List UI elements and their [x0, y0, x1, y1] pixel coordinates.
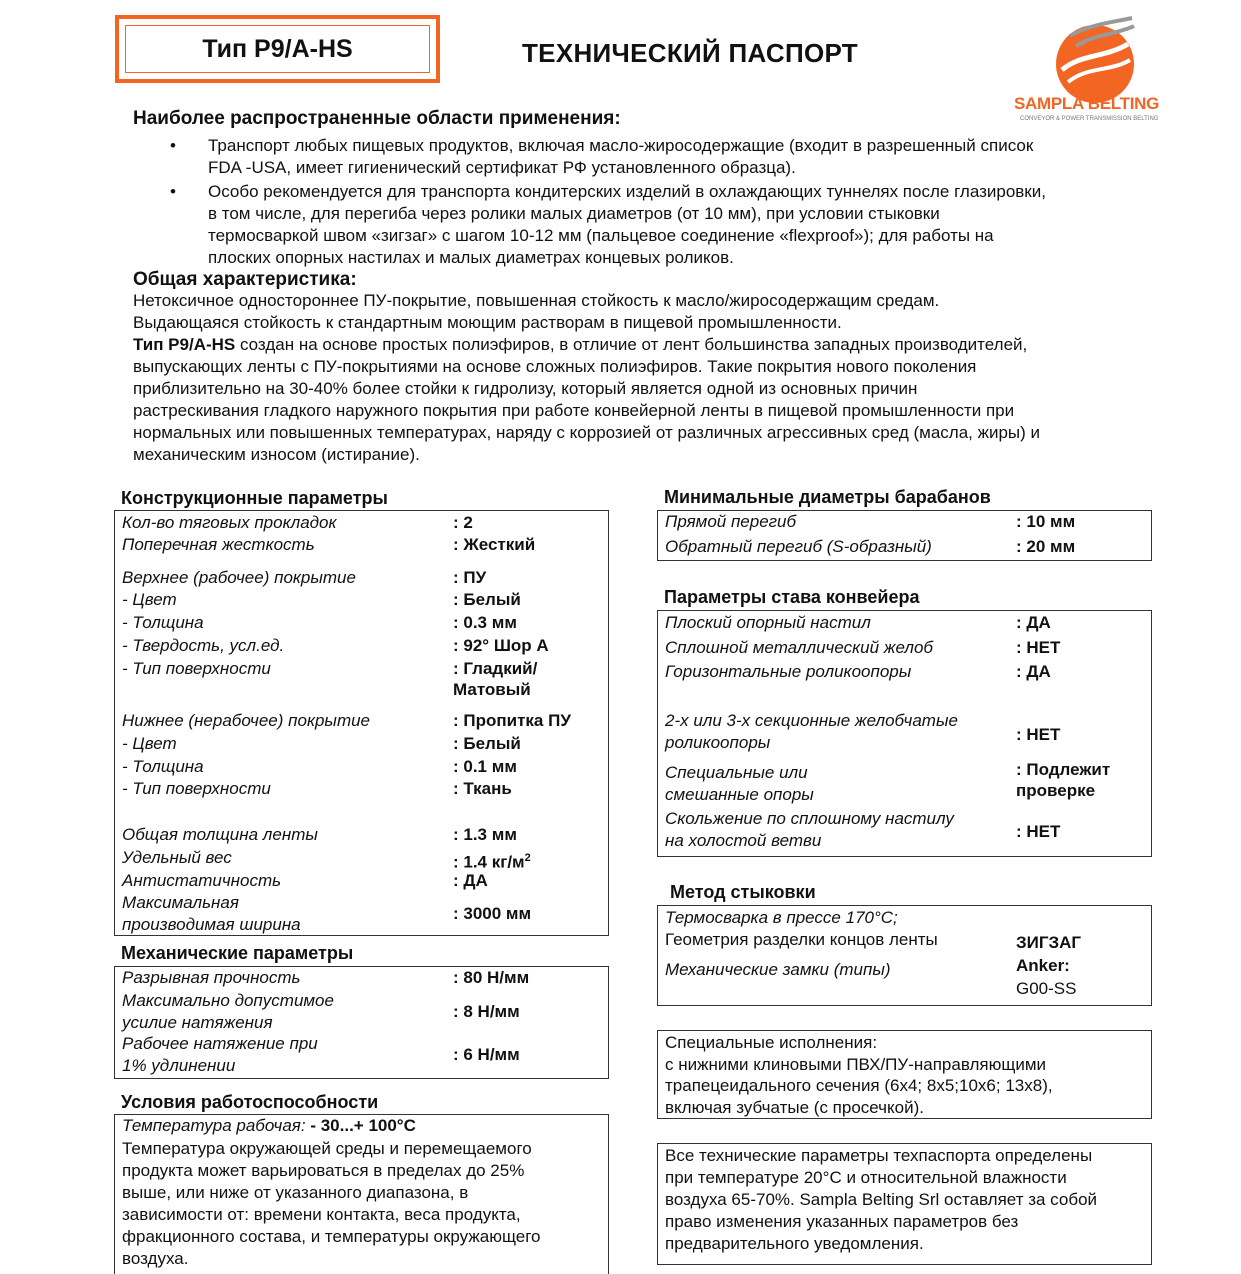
drums-table: Прямой перегиб : 10 мм Обратный перегиб (S-образный) : 20 мм: [657, 510, 1152, 561]
document-title: ТЕХНИЧЕСКИЙ ПАСПОРТ: [522, 38, 858, 68]
general-text: Нетоксичное одностороннее ПУ-покрытие, повышенная стойкость к масло/жиросодержащим средам. Выдающаяся стойкость к стандартным моющим растворам в пищевой промышленности. Тип P9/A-HS создан на основе простых полиэфиров, в отличие от лент большинства западных производителей, выпускающих ленты с ПУ-покрытиями на основе сложных полиэфиров. Такие покрытия нового поколения приблизительно на 30-40% более стойки к гидролизу, который является одной из основных причин растрескивания гладкого наружного покрытия при работе конвейерной ленты в пищевой промышленности при нормальных или повышенных температурах, наряду с коррозией от различных агрессивных сред (масла, жиры) и механическим износом (истирание).: [133, 291, 1041, 464]
mechanical-table: Разрывная прочность : 80 Н/мм Максимально допустимое : 8 Н/мм усилие натяжения Рабочее натяжение при : 6 Н/мм 1% удлинении: [114, 966, 609, 1079]
frame-table: Плоский опорный настил : ДА Сплошной металлический желоб : НЕТ Горизонтальные роликоопоры : ДА 2-х или 3-х секционные желобчатые роликоопоры : НЕТ Специальные или : Подлежит смешанные опоры проверке Скольжение по сплошному настилу на холостой ветви : НЕТ: [657, 610, 1152, 857]
logo-tagline: CONVEYOR & POWER TRANSMISSION BELTING: [1020, 116, 1159, 122]
type-label-box: [115, 15, 440, 83]
bullet-icon: •: [170, 136, 176, 155]
general-heading: Общая характеристика:: [133, 269, 357, 290]
note-box: Все технические параметры техпаспорта определены при температуре 20°C и относительной влажности воздуха 65-70%. Sampla Belting Srl оставляет за собой право изменения указанных параметров без предварительного уведомления.: [657, 1143, 1152, 1265]
construction-heading: Конструкционные параметры: [121, 488, 388, 508]
splicing-table: Термосварка в прессе 170°C; Геометрия разделки концов ленты ЗИГЗАГ Механические замки (типы) Anker: G00-SS: [657, 905, 1152, 1006]
construction-table: Кол-во тяговых прокладок : 2 Поперечная жесткость : Жесткий Верхнее (рабочее) покрытие : ПУ - Цвет : Белый - Толщина : 0.3 мм - Твердость, усл.ед. : 92° Шор A - Тип поверхности : Гладкий/ Матовый Нижнее (нерабочее) покрытие : Пропитка ПУ - Цвет : Белый - Толщина : 0.1 мм - Тип поверхности : Ткань Общая толщина ленты : 1.3 мм Удельный вес : 1.4 $кг/м^2$ Антистатичность : ДА Максимальная производимая ширина : 3000 мм: [114, 510, 609, 936]
list-item: • Особо рекомендуется для транспорта кондитерских изделий в охлаждающих туннелях после глазировки, в том числе, для перегиба через ролики малых диаметров (от 10 мм), при условии стыковки термосваркой швом «зигзаг» с шагом 10-12 мм (пальцевое соединение «flexproof»); для работы на плоских опорных настилах и малых диаметрах концевых роликов.: [170, 182, 1046, 267]
list-item: • Транспорт любых пищевых продуктов, включая масло-жиросодержащие (входит в разрешенный список FDA -USA, имеет гигиенический сертификат РФ установленного образца).: [170, 136, 1034, 177]
conditions-box: Температура рабочая: - 30...+ 100°C Температура окружающей среды и перемещаемого продукта может варьироваться в пределах до 25% выше, или ниже от указанного диапазона, в зависимости от: времени контакта, веса продукта, фракционного состава, и температуры окружающего воздуха.: [114, 1114, 609, 1274]
applications-list: [170, 135, 1160, 271]
type-label: Тип P9/A-HS: [125, 25, 430, 73]
logo-name: SAMPLA BELTING: [1014, 94, 1160, 113]
conditions-heading: Условия работоспособности: [121, 1092, 379, 1112]
splicing-heading: Метод стыковки: [670, 882, 816, 902]
frame-heading: Параметры става конвейера: [664, 587, 920, 607]
company-logo: [1010, 14, 1175, 129]
bullet-icon: •: [170, 182, 176, 201]
applications-heading: Наиболее распространенные области применения:: [133, 108, 621, 129]
special-box: Специальные исполнения: с нижними клиновыми ПВХ/ПУ-направляющими трапецеидального сечения (6x4; 8x5;10x6; 13x8), включая зубчатые (с просечкой).: [657, 1030, 1152, 1119]
weight-value: : 1.4 $кг/м^2$: [453, 852, 531, 872]
mechanical-heading: Механические параметры: [121, 943, 354, 963]
drums-heading: Минимальные диаметры барабанов: [664, 487, 991, 507]
